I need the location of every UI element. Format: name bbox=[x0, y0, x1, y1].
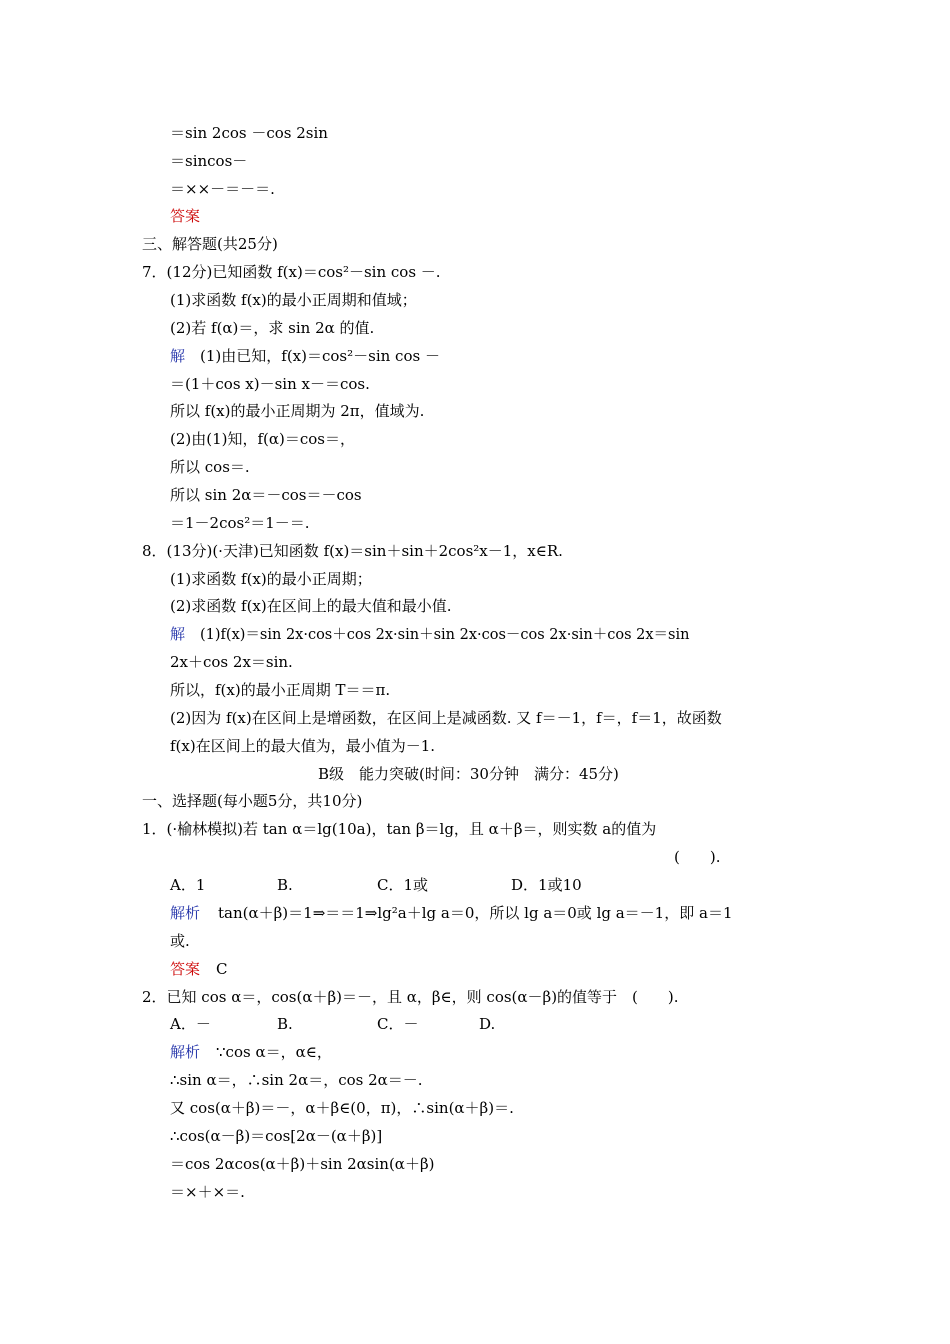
option-d: D．1或10 bbox=[511, 876, 582, 894]
answer-label: 答案 bbox=[170, 960, 201, 978]
answer-bracket: ( ). bbox=[674, 848, 721, 866]
analysis-label: 解析 bbox=[170, 1043, 201, 1061]
text-line: ＝×＋×＝. bbox=[170, 1183, 245, 1201]
text-line: (2)因为 f(x)在区间上是增函数，在区间上是减函数. 又 f＝－1，f＝，f＝1，故函数 bbox=[170, 709, 722, 727]
solution-line bbox=[170, 346, 440, 366]
question-7: 7．(12分)已知函数 f(x)＝cos²－sin cos －. bbox=[142, 263, 441, 281]
answer-label: 答案 bbox=[170, 207, 201, 225]
solution-label: 解 bbox=[170, 625, 186, 643]
answer-line bbox=[170, 959, 228, 979]
text-line: (2)由(1)知，f(α)＝cos＝， bbox=[170, 430, 356, 448]
text-line: tan(α＋β)＝1⇒＝＝1⇒lg²a＋lg a＝0，所以 lg a＝0或 lg a＝－1，即 a＝1 bbox=[218, 904, 733, 922]
text-line: (1)求函数 f(x)的最小正周期； bbox=[170, 570, 372, 588]
text-line: ＝(1＋cos x)－sin x－＝cos. bbox=[170, 375, 370, 393]
text-line: ＝××－＝－＝. bbox=[170, 180, 275, 198]
section-heading: 三、解答题(共25分) bbox=[142, 235, 278, 253]
analysis-label: 解析 bbox=[170, 904, 201, 922]
text-line: ＝sincos－ bbox=[170, 152, 248, 170]
answer-value: C bbox=[216, 960, 228, 978]
option-c: C．－ bbox=[377, 1015, 419, 1033]
text-line: f(x)在区间上的最大值为，最小值为－1. bbox=[170, 737, 436, 755]
text-line: 或. bbox=[170, 932, 190, 950]
text-line: 所以，f(x)的最小正周期 T＝＝π. bbox=[170, 681, 391, 699]
analysis-line bbox=[170, 1042, 332, 1062]
section-heading: 一、选择题(每小题5分，共10分) bbox=[142, 792, 363, 810]
solution-line bbox=[170, 624, 689, 645]
option-b: B. bbox=[277, 1015, 293, 1033]
text-line: ∵cos α＝，α∈， bbox=[216, 1043, 332, 1061]
section-title-b: B级 能力突破(时间：30分钟 满分：45分) bbox=[318, 765, 619, 783]
option-c: C．1或 bbox=[377, 876, 429, 894]
text-line: ＝cos 2αcos(α＋β)＋sin 2αsin(α＋β) bbox=[170, 1155, 435, 1173]
text-line: ＝1－2cos²＝1－＝. bbox=[170, 514, 310, 532]
text-line: (2)求函数 f(x)在区间上的最大值和最小值. bbox=[170, 597, 452, 615]
option-a: A．1 bbox=[170, 876, 206, 894]
text-line: ∴cos(α－β)＝cos[2α－(α＋β)] bbox=[170, 1127, 383, 1145]
text-line: 又 cos(α＋β)＝－，α＋β∈(0，π)，∴sin(α＋β)＝. bbox=[170, 1099, 514, 1117]
text-line: (1)f(x)＝sin 2x·cos＋cos 2x·sin＋sin 2x·cos－cos 2x·sin＋cos 2x＝sin bbox=[200, 627, 690, 643]
question-1: 1．(·榆林模拟)若 tan α＝lg(10a)，tan β＝lg，且 α＋β＝，则实数 a的值为 bbox=[142, 820, 657, 838]
option-a: A．－ bbox=[170, 1015, 211, 1033]
analysis-line bbox=[170, 903, 733, 923]
solution-label: 解 bbox=[170, 347, 186, 365]
question-8: 8．(13分)(·天津)已知函数 f(x)＝sin＋sin＋2cos²x－1，x∈R. bbox=[142, 542, 563, 560]
text-line: 所以 cos＝. bbox=[170, 458, 250, 476]
question-2: 2．已知 cos α＝，cos(α＋β)＝－，且 α，β∈，则 cos(α－β)的值等于 ( ). bbox=[142, 988, 679, 1006]
text-line: ＝sin 2cos －cos 2sin bbox=[170, 124, 328, 142]
text-line: (2)若 f(α)＝，求 sin 2α 的值. bbox=[170, 319, 375, 337]
text-line: 所以 sin 2α＝－cos＝－cos bbox=[170, 486, 362, 504]
text-line: ∴sin α＝，∴sin 2α＝，cos 2α＝－. bbox=[170, 1071, 423, 1089]
option-b: B. bbox=[277, 876, 293, 894]
option-d: D. bbox=[479, 1015, 496, 1033]
text-line: (1)求函数 f(x)的最小正周期和值域； bbox=[170, 291, 417, 309]
text-line: (1)由已知，f(x)＝cos²－sin cos － bbox=[200, 347, 440, 365]
text-line: 所以 f(x)的最小正周期为 2π，值域为. bbox=[170, 402, 425, 420]
text-line: 2x＋cos 2x＝sin. bbox=[170, 653, 293, 671]
